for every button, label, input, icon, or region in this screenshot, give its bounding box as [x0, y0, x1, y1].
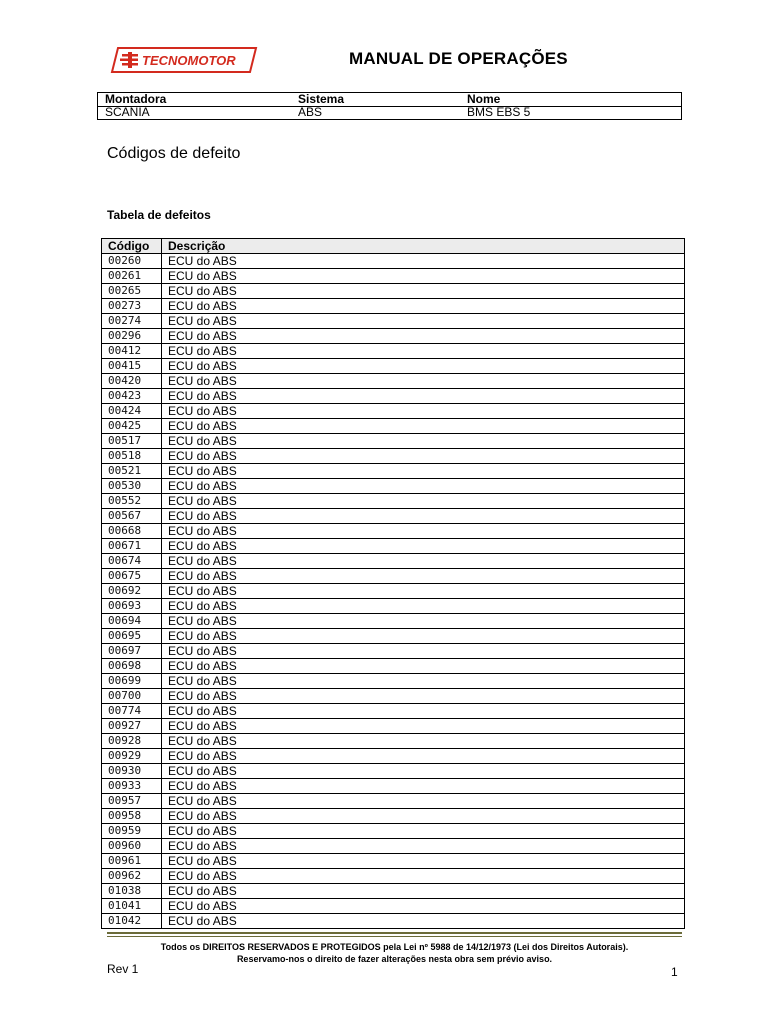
- defect-code: 00929: [102, 749, 162, 764]
- defect-description: ECU do ABS: [162, 449, 685, 464]
- defect-description: ECU do ABS: [162, 359, 685, 374]
- table-row: [102, 299, 685, 314]
- defect-code: 00567: [102, 509, 162, 524]
- defect-description: ECU do ABS: [162, 344, 685, 359]
- table-row: [102, 584, 685, 599]
- disclaimer-line: Reservamo-nos o direito de fazer alterações nesta obra sem prévio aviso.: [236, 954, 553, 964]
- defect-code: 00693: [102, 599, 162, 614]
- table-row: [102, 314, 685, 329]
- table-row: [102, 284, 685, 299]
- vehicle-info-box: [97, 92, 682, 120]
- table-row: [102, 644, 685, 659]
- defect-description: ECU do ABS: [162, 614, 685, 629]
- table-row: [102, 494, 685, 509]
- page-number: 1: [671, 965, 678, 979]
- table-row: [102, 854, 685, 869]
- defect-description: ECU do ABS: [162, 269, 685, 284]
- defect-code: 00423: [102, 389, 162, 404]
- defect-code: 00959: [102, 824, 162, 839]
- defect-description: ECU do ABS: [162, 824, 685, 839]
- defect-code: 00517: [102, 434, 162, 449]
- table-row: [102, 749, 685, 764]
- defect-description: ECU do ABS: [162, 284, 685, 299]
- table-row: [102, 554, 685, 569]
- table-row: [102, 884, 685, 899]
- info-header-sistema: Sistema: [298, 92, 345, 106]
- defect-description: ECU do ABS: [162, 704, 685, 719]
- table-row: [102, 464, 685, 479]
- table-caption: Tabela de defeitos: [107, 208, 211, 222]
- defect-code: 01038: [102, 884, 162, 899]
- defect-description: ECU do ABS: [162, 644, 685, 659]
- info-value-montadora: SCANIA: [105, 105, 150, 119]
- defect-description: ECU do ABS: [162, 854, 685, 869]
- table-row: [102, 434, 685, 449]
- info-value-row: [98, 106, 681, 119]
- table-row: [102, 344, 685, 359]
- table-row: [102, 254, 685, 269]
- table-row: [102, 824, 685, 839]
- defect-code: 00530: [102, 479, 162, 494]
- defect-description: ECU do ABS: [162, 809, 685, 824]
- table-row: [102, 674, 685, 689]
- defect-code: 00518: [102, 449, 162, 464]
- defect-table-body: [102, 254, 685, 929]
- table-row: [102, 479, 685, 494]
- table-row: [102, 629, 685, 644]
- defect-description: ECU do ABS: [162, 734, 685, 749]
- defect-description: ECU do ABS: [162, 674, 685, 689]
- defect-code: 00671: [102, 539, 162, 554]
- defect-code: 00930: [102, 764, 162, 779]
- table-row: [102, 764, 685, 779]
- defect-code: 00420: [102, 374, 162, 389]
- defect-code: 00700: [102, 689, 162, 704]
- defect-description: ECU do ABS: [162, 659, 685, 674]
- defect-code: 00933: [102, 779, 162, 794]
- defect-description: ECU do ABS: [162, 389, 685, 404]
- defect-description: ECU do ABS: [162, 329, 685, 344]
- copyright-line: Todos os DIREITOS RESERVADOS E PROTEGIDOS pela Lei nº 5988 de 14/12/1973 (Lei dos Direitos Autorais).: [160, 942, 629, 952]
- defect-code: 00425: [102, 419, 162, 434]
- table-row: [102, 839, 685, 854]
- defect-code: 00695: [102, 629, 162, 644]
- table-row: [102, 659, 685, 674]
- manual-title: MANUAL DE OPERAÇÕES: [349, 49, 568, 68]
- column-header-code: Código: [102, 239, 162, 254]
- defect-description: ECU do ABS: [162, 839, 685, 854]
- defect-code: 00261: [102, 269, 162, 284]
- defect-code: 00698: [102, 659, 162, 674]
- tecnomotor-logo: [110, 46, 258, 74]
- defect-description: ECU do ABS: [162, 299, 685, 314]
- table-row: [102, 419, 685, 434]
- defect-description: ECU do ABS: [162, 554, 685, 569]
- table-row: [102, 539, 685, 554]
- defect-description: ECU do ABS: [162, 899, 685, 914]
- info-value-sistema: ABS: [298, 105, 323, 119]
- defect-description: ECU do ABS: [162, 419, 685, 434]
- table-row: [102, 389, 685, 404]
- info-value-nome: BMS EBS 5: [467, 105, 531, 119]
- table-row: [102, 794, 685, 809]
- defect-code: 00928: [102, 734, 162, 749]
- table-row: [102, 509, 685, 524]
- table-row: [102, 329, 685, 344]
- defect-description: ECU do ABS: [162, 434, 685, 449]
- info-header-nome: Nome: [467, 92, 501, 106]
- table-row: [102, 719, 685, 734]
- defect-description: ECU do ABS: [162, 254, 685, 269]
- defect-description: ECU do ABS: [162, 599, 685, 614]
- defect-code: 00265: [102, 284, 162, 299]
- defect-code: 00960: [102, 839, 162, 854]
- defect-table-header: [102, 239, 685, 254]
- table-row: [102, 569, 685, 584]
- defect-code: 00774: [102, 704, 162, 719]
- revision-label: Rev 1: [107, 962, 139, 976]
- table-row: [102, 404, 685, 419]
- table-row: [102, 899, 685, 914]
- table-row: [102, 374, 685, 389]
- defect-code: 00927: [102, 719, 162, 734]
- defect-code: 00699: [102, 674, 162, 689]
- table-row: [102, 914, 685, 929]
- defect-description: ECU do ABS: [162, 764, 685, 779]
- defect-description: ECU do ABS: [162, 884, 685, 899]
- defect-code: 00260: [102, 254, 162, 269]
- defect-code: 00961: [102, 854, 162, 869]
- table-row: [102, 524, 685, 539]
- defect-description: ECU do ABS: [162, 914, 685, 929]
- defect-code: 00552: [102, 494, 162, 509]
- defect-code: 00412: [102, 344, 162, 359]
- defect-code: 00521: [102, 464, 162, 479]
- table-row: [102, 704, 685, 719]
- defect-description: ECU do ABS: [162, 584, 685, 599]
- defect-code: 00692: [102, 584, 162, 599]
- defect-description: ECU do ABS: [162, 404, 685, 419]
- table-row: [102, 614, 685, 629]
- table-row: [102, 734, 685, 749]
- table-row: [102, 689, 685, 704]
- defect-code: 00424: [102, 404, 162, 419]
- defect-description: ECU do ABS: [162, 494, 685, 509]
- table-row: [102, 809, 685, 824]
- defect-description: ECU do ABS: [162, 689, 685, 704]
- defect-description: ECU do ABS: [162, 524, 685, 539]
- footer-rule: [107, 932, 682, 937]
- info-header-row: [98, 93, 681, 107]
- defect-description: ECU do ABS: [162, 374, 685, 389]
- copyright-notice: [107, 941, 682, 965]
- info-header-montadora: Montadora: [105, 92, 167, 106]
- defect-code: 00273: [102, 299, 162, 314]
- defect-code: 01041: [102, 899, 162, 914]
- defect-code: 00274: [102, 314, 162, 329]
- defect-description: ECU do ABS: [162, 779, 685, 794]
- table-row: [102, 869, 685, 884]
- table-row: [102, 599, 685, 614]
- defect-code: 00962: [102, 869, 162, 884]
- defect-code: 00694: [102, 614, 162, 629]
- defect-description: ECU do ABS: [162, 539, 685, 554]
- defect-description: ECU do ABS: [162, 794, 685, 809]
- defect-table: [101, 238, 685, 929]
- table-row: [102, 269, 685, 284]
- logo-text: TECNOMOTOR: [142, 53, 236, 68]
- defect-code: 00296: [102, 329, 162, 344]
- defect-description: ECU do ABS: [162, 749, 685, 764]
- table-row: [102, 359, 685, 374]
- defect-code: 00957: [102, 794, 162, 809]
- defect-code: 00415: [102, 359, 162, 374]
- defect-description: ECU do ABS: [162, 314, 685, 329]
- defect-code: 00674: [102, 554, 162, 569]
- defect-description: ECU do ABS: [162, 719, 685, 734]
- section-title: Códigos de defeito: [107, 145, 241, 162]
- defect-description: ECU do ABS: [162, 479, 685, 494]
- table-row: [102, 449, 685, 464]
- defect-code: 00675: [102, 569, 162, 584]
- defect-description: ECU do ABS: [162, 569, 685, 584]
- defect-code: 01042: [102, 914, 162, 929]
- defect-description: ECU do ABS: [162, 509, 685, 524]
- defect-code: 00668: [102, 524, 162, 539]
- column-header-description: Descrição: [162, 239, 685, 254]
- table-row: [102, 779, 685, 794]
- defect-code: 00958: [102, 809, 162, 824]
- defect-code: 00697: [102, 644, 162, 659]
- defect-description: ECU do ABS: [162, 629, 685, 644]
- defect-description: ECU do ABS: [162, 464, 685, 479]
- defect-description: ECU do ABS: [162, 869, 685, 884]
